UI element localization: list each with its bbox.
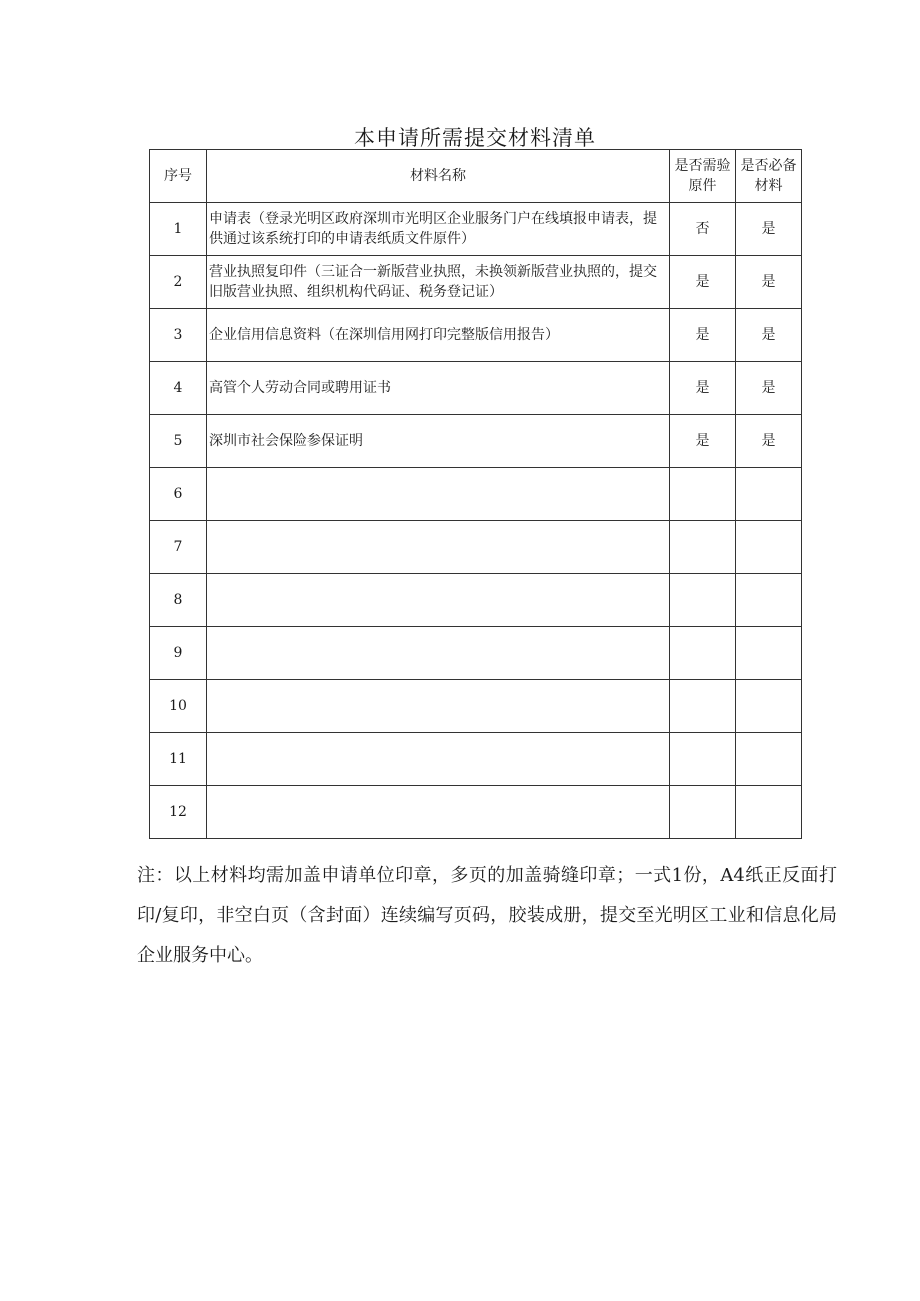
table-row <box>150 574 802 627</box>
row-number: 1 <box>150 203 207 256</box>
verify-original-flag: 是 <box>670 256 736 309</box>
table-row <box>150 786 802 839</box>
material-name <box>207 574 670 627</box>
materials-table <box>149 149 802 839</box>
material-name: 高管个人劳动合同或聘用证书 <box>207 362 670 415</box>
required-flag <box>736 680 802 733</box>
row-number: 6 <box>150 468 207 521</box>
verify-original-flag: 是 <box>670 309 736 362</box>
material-name <box>207 468 670 521</box>
table-row <box>150 627 802 680</box>
verify-original-flag <box>670 574 736 627</box>
required-flag <box>736 521 802 574</box>
verify-original-flag: 是 <box>670 415 736 468</box>
required-flag <box>736 786 802 839</box>
table-row <box>150 203 802 256</box>
verify-original-flag <box>670 468 736 521</box>
page-title: 本申请所需提交材料清单 <box>354 126 596 150</box>
header-no: 序号 <box>150 150 207 203</box>
table-row <box>150 733 802 786</box>
verify-original-flag: 否 <box>670 203 736 256</box>
material-name: 深圳市社会保险参保证明 <box>207 415 670 468</box>
table-row <box>150 521 802 574</box>
footnote: 注：以上材料均需加盖申请单位印章，多页的加盖骑缝印章；一式1份，A4纸正反面打印/复印，非空白页（含封面）连续编写页码，胶装成册，提交至光明区工业和信息化局企业服务中心。 <box>137 865 837 966</box>
verify-original-flag <box>670 733 736 786</box>
row-number: 4 <box>150 362 207 415</box>
header-required: 是否必备材料 <box>736 150 802 203</box>
table-header-row <box>150 150 802 203</box>
verify-original-flag: 是 <box>670 362 736 415</box>
required-flag: 是 <box>736 309 802 362</box>
table-row <box>150 362 802 415</box>
row-number: 12 <box>150 786 207 839</box>
required-flag: 是 <box>736 415 802 468</box>
required-flag: 是 <box>736 203 802 256</box>
required-flag <box>736 574 802 627</box>
table-row <box>150 468 802 521</box>
row-number: 5 <box>150 415 207 468</box>
material-name <box>207 680 670 733</box>
material-name: 申请表（登录光明区政府深圳市光明区企业服务门户在线填报申请表，提供通过该系统打印的申请表纸质文件原件） <box>207 203 670 256</box>
material-name: 营业执照复印件（三证合一新版营业执照，未换领新版营业执照的，提交旧版营业执照、组织机构代码证、税务登记证） <box>207 256 670 309</box>
table-row <box>150 309 802 362</box>
verify-original-flag <box>670 786 736 839</box>
row-number: 3 <box>150 309 207 362</box>
required-flag: 是 <box>736 362 802 415</box>
material-name: 企业信用信息资料（在深圳信用网打印完整版信用报告） <box>207 309 670 362</box>
header-name: 材料名称 <box>207 150 670 203</box>
material-name <box>207 786 670 839</box>
material-name <box>207 733 670 786</box>
verify-original-flag <box>670 627 736 680</box>
required-flag: 是 <box>736 256 802 309</box>
required-flag <box>736 733 802 786</box>
material-name <box>207 521 670 574</box>
row-number: 11 <box>150 733 207 786</box>
row-number: 8 <box>150 574 207 627</box>
verify-original-flag <box>670 680 736 733</box>
verify-original-flag <box>670 521 736 574</box>
row-number: 10 <box>150 680 207 733</box>
row-number: 9 <box>150 627 207 680</box>
table-row <box>150 256 802 309</box>
required-flag <box>736 627 802 680</box>
row-number: 7 <box>150 521 207 574</box>
table-row <box>150 415 802 468</box>
header-original: 是否需验原件 <box>670 150 736 203</box>
table-row <box>150 680 802 733</box>
row-number: 2 <box>150 256 207 309</box>
required-flag <box>736 468 802 521</box>
material-name <box>207 627 670 680</box>
